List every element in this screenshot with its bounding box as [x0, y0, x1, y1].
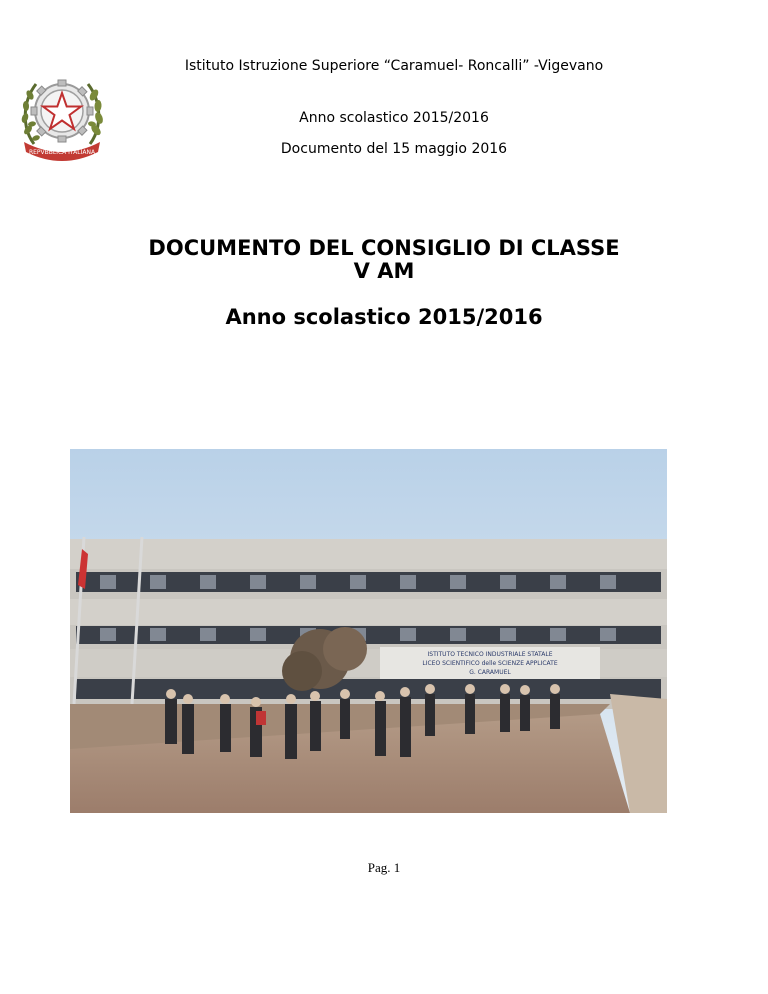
sign-line-1: ISTITUTO TECNICO INDUSTRIALE STATALE	[427, 651, 553, 658]
emblem-ribbon-text: REPVBBLICA ITALIANA	[28, 149, 96, 156]
document-date: Documento del 15 maggio 2016	[280, 141, 508, 157]
school-name: Istituto Istruzione Superiore “Caramuel- Roncalli” -Vigevano	[184, 58, 604, 74]
sign-line-2: LICEO SCIENTIFICO delle SCIENZE APPLICATE	[422, 660, 558, 667]
page-number: Pag. 1	[367, 860, 401, 875]
document-title: DOCUMENTO DEL CONSIGLIO DI CLASSE	[148, 236, 620, 260]
school-building-photo	[70, 449, 667, 813]
header-school-year: Anno scolastico 2015/2016	[299, 110, 489, 126]
sign-line-3: G. CARAMUEL	[469, 669, 511, 676]
title-school-year: Anno scolastico 2015/2016	[225, 305, 543, 329]
class-name: V AM	[353, 259, 415, 283]
